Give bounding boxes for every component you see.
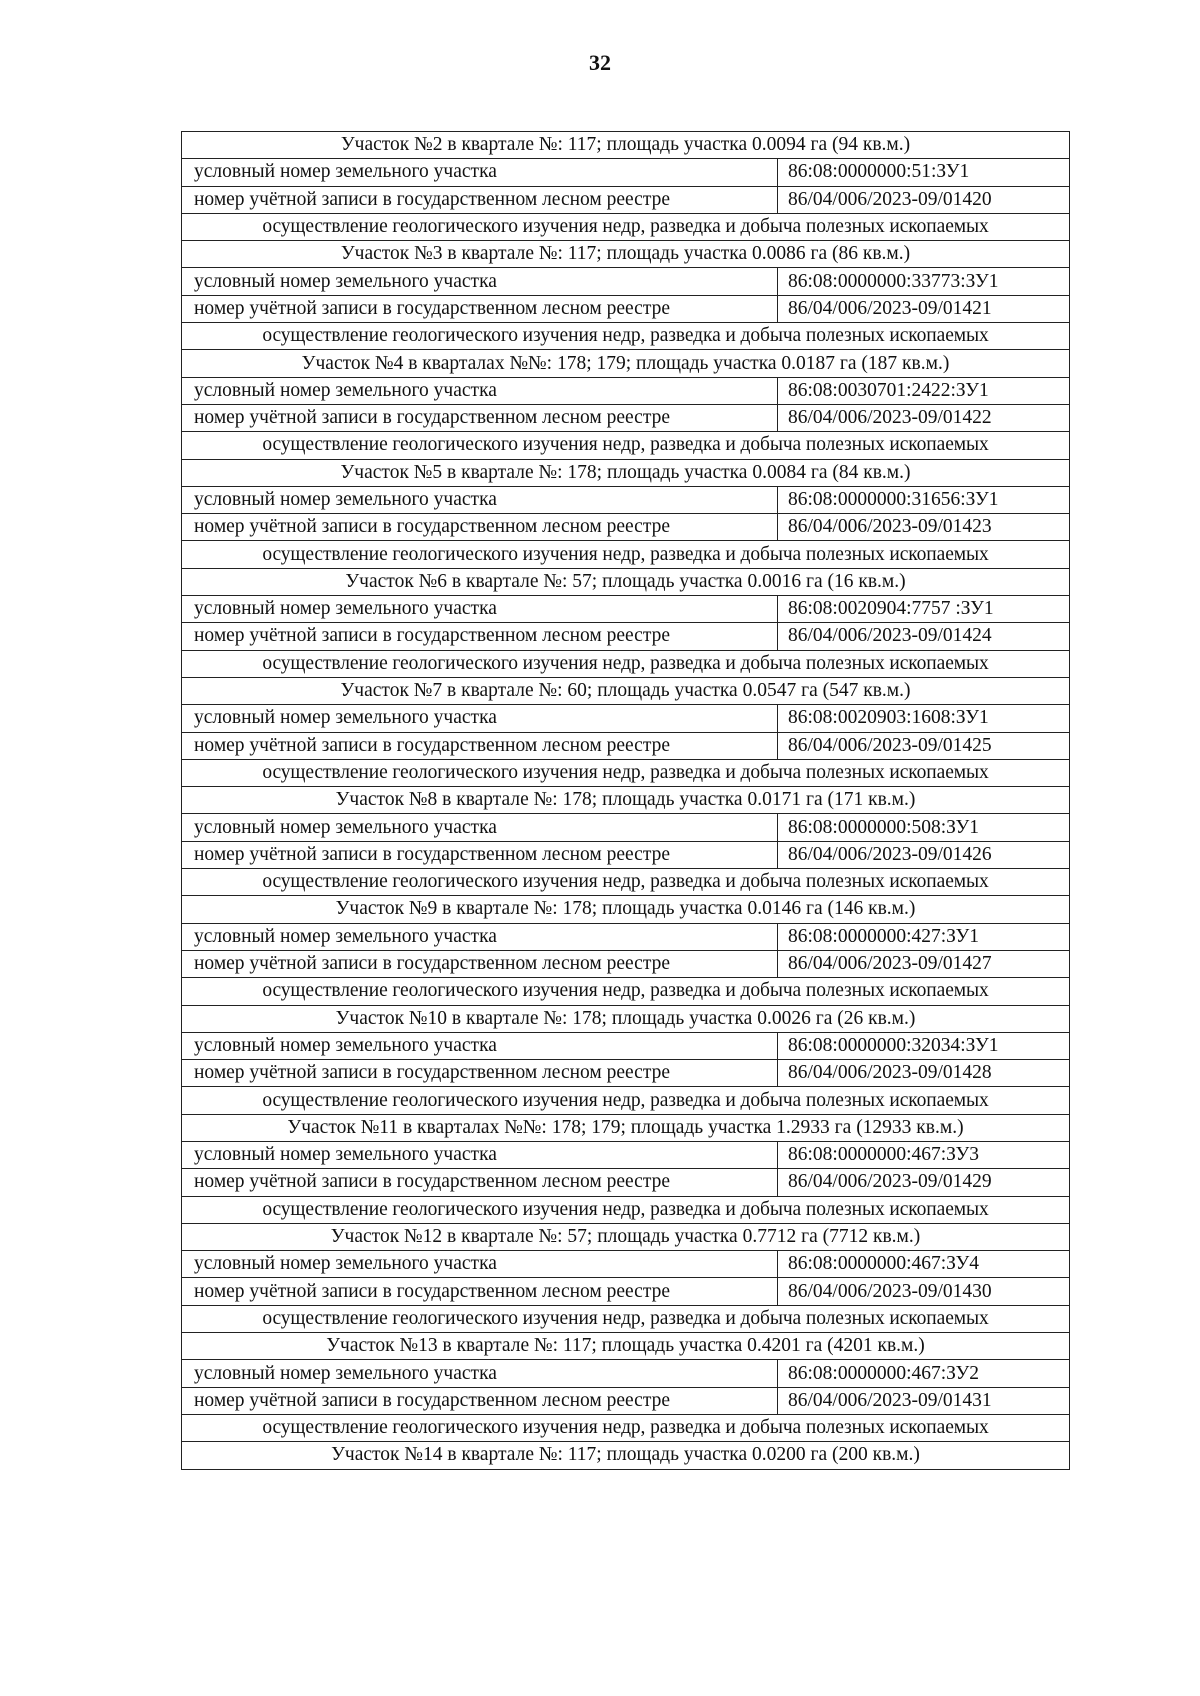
cadastral-number-value: 86:08:0020904:7757 :ЗУ1	[778, 596, 1070, 623]
cadastral-number-value: 86:08:0000000:51:ЗУ1	[778, 159, 1070, 186]
purpose-text: осуществление геологического изучения недр, разведка и добыча полезных ископаемых	[182, 1196, 1070, 1223]
cadastral-number-value: 86:08:0020903:1608:ЗУ1	[778, 705, 1070, 732]
cadastral-number-label: условный номер земельного участка	[182, 596, 778, 623]
purpose-row	[182, 541, 1070, 568]
cadastral-number-value: 86:08:0000000:427:ЗУ1	[778, 923, 1070, 950]
purpose-row	[182, 978, 1070, 1005]
registry-number-row	[182, 295, 1070, 322]
purpose-row	[182, 323, 1070, 350]
cadastral-number-value: 86:08:0000000:32034:ЗУ1	[778, 1032, 1070, 1059]
purpose-row	[182, 1305, 1070, 1332]
registry-number-value: 86/04/006/2023-09/01423	[778, 514, 1070, 541]
plot-header-row	[182, 896, 1070, 923]
registry-number-row	[182, 1278, 1070, 1305]
registry-number-row	[182, 841, 1070, 868]
purpose-text: осуществление геологического изучения недр, разведка и добыча полезных ископаемых	[182, 323, 1070, 350]
plot-header-row	[182, 350, 1070, 377]
purpose-text: осуществление геологического изучения недр, разведка и добыча полезных ископаемых	[182, 1414, 1070, 1441]
registry-number-value: 86/04/006/2023-09/01420	[778, 186, 1070, 213]
cadastral-number-label: условный номер земельного участка	[182, 705, 778, 732]
registry-number-label: номер учётной записи в государственном лесном реестре	[182, 295, 778, 322]
cadastral-number-label: условный номер земельного участка	[182, 486, 778, 513]
registry-number-label: номер учётной записи в государственном лесном реестре	[182, 404, 778, 431]
purpose-text: осуществление геологического изучения недр, разведка и добыча полезных ископаемых	[182, 432, 1070, 459]
plot-header: Участок №11 в кварталах №№: 178; 179; площадь участка 1.2933 га (12933 кв.м.)	[182, 1114, 1070, 1141]
plot-header: Участок №6 в квартале №: 57; площадь участка 0.0016 га (16 кв.м.)	[182, 568, 1070, 595]
plot-header: Участок №12 в квартале №: 57; площадь участка 0.7712 га (7712 кв.м.)	[182, 1223, 1070, 1250]
cadastral-number-label: условный номер земельного участка	[182, 814, 778, 841]
registry-number-row	[182, 732, 1070, 759]
registry-number-value: 86/04/006/2023-09/01427	[778, 950, 1070, 977]
plot-header: Участок №10 в квартале №: 178; площадь участка 0.0026 га (26 кв.м.)	[182, 1005, 1070, 1032]
registry-number-row	[182, 514, 1070, 541]
purpose-text: осуществление геологического изучения недр, разведка и добыча полезных ископаемых	[182, 759, 1070, 786]
purpose-row	[182, 213, 1070, 240]
registry-number-value: 86/04/006/2023-09/01426	[778, 841, 1070, 868]
registry-number-label: номер учётной записи в государственном лесном реестре	[182, 514, 778, 541]
cadastral-number-row	[182, 268, 1070, 295]
registry-number-value: 86/04/006/2023-09/01431	[778, 1387, 1070, 1414]
plot-header-row	[182, 1005, 1070, 1032]
plot-header-row	[182, 677, 1070, 704]
purpose-text: осуществление геологического изучения недр, разведка и добыча полезных ископаемых	[182, 1087, 1070, 1114]
cadastral-number-row	[182, 1141, 1070, 1168]
registry-number-label: номер учётной записи в государственном лесном реестре	[182, 1169, 778, 1196]
purpose-row	[182, 1087, 1070, 1114]
registry-number-label: номер учётной записи в государственном лесном реестре	[182, 841, 778, 868]
cadastral-number-label: условный номер земельного участка	[182, 159, 778, 186]
registry-number-row	[182, 623, 1070, 650]
plot-header: Участок №13 в квартале №: 117; площадь участка 0.4201 га (4201 кв.м.)	[182, 1333, 1070, 1360]
plot-header-row	[182, 1223, 1070, 1250]
registry-number-label: номер учётной записи в государственном лесном реестре	[182, 1387, 778, 1414]
purpose-row	[182, 869, 1070, 896]
cadastral-number-row	[182, 923, 1070, 950]
registry-number-label: номер учётной записи в государственном лесном реестре	[182, 623, 778, 650]
registry-number-value: 86/04/006/2023-09/01424	[778, 623, 1070, 650]
cadastral-number-label: условный номер земельного участка	[182, 268, 778, 295]
registry-number-value: 86/04/006/2023-09/01430	[778, 1278, 1070, 1305]
plot-header-row	[182, 1333, 1070, 1360]
purpose-text: осуществление геологического изучения недр, разведка и добыча полезных ископаемых	[182, 1305, 1070, 1332]
plot-header: Участок №3 в квартале №: 117; площадь участка 0.0086 га (86 кв.м.)	[182, 241, 1070, 268]
purpose-text: осуществление геологического изучения недр, разведка и добыча полезных ископаемых	[182, 541, 1070, 568]
cadastral-number-label: условный номер земельного участка	[182, 377, 778, 404]
registry-number-row	[182, 1387, 1070, 1414]
plot-header-row	[182, 1442, 1070, 1469]
purpose-text: осуществление геологического изучения недр, разведка и добыча полезных ископаемых	[182, 978, 1070, 1005]
cadastral-number-row	[182, 1251, 1070, 1278]
registry-number-row	[182, 186, 1070, 213]
cadastral-number-label: условный номер земельного участка	[182, 1032, 778, 1059]
cadastral-number-label: условный номер земельного участка	[182, 1251, 778, 1278]
cadastral-number-row	[182, 705, 1070, 732]
purpose-row	[182, 1196, 1070, 1223]
plot-header-row	[182, 1114, 1070, 1141]
registry-number-row	[182, 1060, 1070, 1087]
purpose-row	[182, 1414, 1070, 1441]
registry-number-value: 86/04/006/2023-09/01425	[778, 732, 1070, 759]
plot-header-row	[182, 241, 1070, 268]
cadastral-number-row	[182, 1032, 1070, 1059]
plot-header: Участок №2 в квартале №: 117; площадь участка 0.0094 га (94 кв.м.)	[182, 132, 1070, 159]
cadastral-number-row	[182, 486, 1070, 513]
plot-header: Участок №14 в квартале №: 117; площадь участка 0.0200 га (200 кв.м.)	[182, 1442, 1070, 1469]
plot-header: Участок №8 в квартале №: 178; площадь участка 0.0171 га (171 кв.м.)	[182, 787, 1070, 814]
cadastral-number-row	[182, 377, 1070, 404]
page-number: 32	[589, 50, 611, 75]
plot-header-row	[182, 132, 1070, 159]
land-plots-table	[181, 131, 1070, 1470]
plot-header-row	[182, 568, 1070, 595]
registry-number-label: номер учётной записи в государственном лесном реестре	[182, 1060, 778, 1087]
cadastral-number-value: 86:08:0000000:467:ЗУ3	[778, 1141, 1070, 1168]
registry-number-label: номер учётной записи в государственном лесном реестре	[182, 186, 778, 213]
registry-number-row	[182, 404, 1070, 431]
plot-header-row	[182, 787, 1070, 814]
registry-number-row	[182, 1169, 1070, 1196]
purpose-row	[182, 759, 1070, 786]
purpose-row	[182, 432, 1070, 459]
cadastral-number-value: 86:08:0000000:467:ЗУ2	[778, 1360, 1070, 1387]
cadastral-number-value: 86:08:0000000:508:ЗУ1	[778, 814, 1070, 841]
registry-number-value: 86/04/006/2023-09/01428	[778, 1060, 1070, 1087]
cadastral-number-value: 86:08:0000000:33773:ЗУ1	[778, 268, 1070, 295]
cadastral-number-row	[182, 814, 1070, 841]
registry-number-label: номер учётной записи в государственном лесном реестре	[182, 1278, 778, 1305]
purpose-text: осуществление геологического изучения недр, разведка и добыча полезных ископаемых	[182, 869, 1070, 896]
cadastral-number-row	[182, 1360, 1070, 1387]
cadastral-number-row	[182, 159, 1070, 186]
registry-number-value: 86/04/006/2023-09/01421	[778, 295, 1070, 322]
purpose-row	[182, 650, 1070, 677]
cadastral-number-value: 86:08:0030701:2422:ЗУ1	[778, 377, 1070, 404]
purpose-text: осуществление геологического изучения недр, разведка и добыча полезных ископаемых	[182, 650, 1070, 677]
plot-header-row	[182, 459, 1070, 486]
cadastral-number-label: условный номер земельного участка	[182, 1360, 778, 1387]
land-plots-table-body	[182, 132, 1070, 1470]
registry-number-value: 86/04/006/2023-09/01429	[778, 1169, 1070, 1196]
registry-number-value: 86/04/006/2023-09/01422	[778, 404, 1070, 431]
plot-header: Участок №4 в кварталах №№: 178; 179; площадь участка 0.0187 га (187 кв.м.)	[182, 350, 1070, 377]
purpose-text: осуществление геологического изучения недр, разведка и добыча полезных ископаемых	[182, 213, 1070, 240]
registry-number-label: номер учётной записи в государственном лесном реестре	[182, 732, 778, 759]
plot-header: Участок №9 в квартале №: 178; площадь участка 0.0146 га (146 кв.м.)	[182, 896, 1070, 923]
cadastral-number-value: 86:08:0000000:467:ЗУ4	[778, 1251, 1070, 1278]
cadastral-number-label: условный номер земельного участка	[182, 1141, 778, 1168]
cadastral-number-row	[182, 596, 1070, 623]
plot-header: Участок №7 в квартале №: 60; площадь участка 0.0547 га (547 кв.м.)	[182, 677, 1070, 704]
registry-number-label: номер учётной записи в государственном лесном реестре	[182, 950, 778, 977]
registry-number-row	[182, 950, 1070, 977]
plot-header: Участок №5 в квартале №: 178; площадь участка 0.0084 га (84 кв.м.)	[182, 459, 1070, 486]
cadastral-number-label: условный номер земельного участка	[182, 923, 778, 950]
cadastral-number-value: 86:08:0000000:31656:ЗУ1	[778, 486, 1070, 513]
